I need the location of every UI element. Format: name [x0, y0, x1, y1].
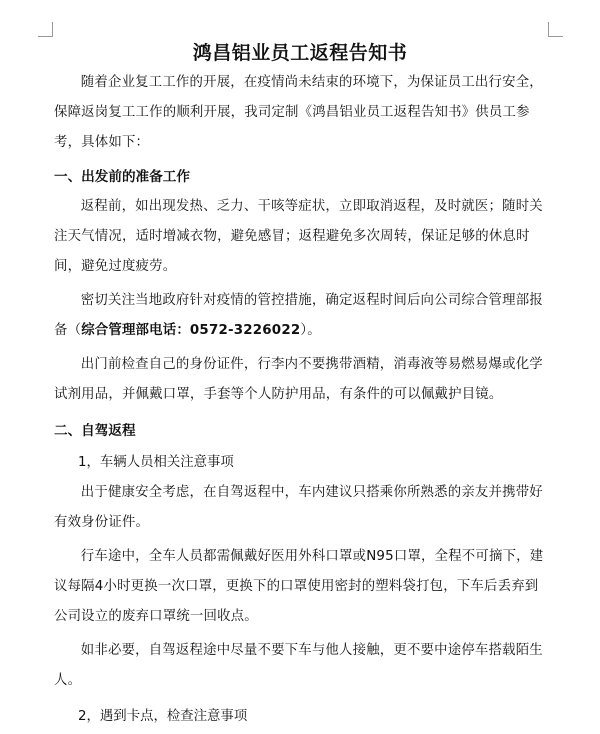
crop-mark-top-right — [548, 22, 563, 37]
intro-paragraph: 随着企业复工工作的开展，在疫情尚未结束的环境下，为保证员工出行安全，保障返岗复工工作的顺利开展，我司定制《鸿昌铝业员工返程告知书》供员工参考，具体如下： — [54, 75, 543, 150]
crop-mark-top-left — [38, 22, 53, 37]
report-text-end: ）。 — [300, 323, 321, 338]
preparation-paragraph-1: 返程前，如出现发热、乏力、干咳等症状，立即取消返程，及时就医；随时关注天气情况，适时增减衣物，避免感冒；返程避免多次周转，保证足够的休息时间，避免过度疲劳。 — [54, 199, 543, 274]
section-heading-preparation: 一、出发前的准备工作 — [54, 169, 190, 185]
section-heading-self-drive: 二、自驾返程 — [54, 423, 136, 439]
report-text: 密切关注当地政府针对疫情的管控措施，确定返程时间后向公司综合管理部报备（ — [54, 293, 543, 338]
page-title: 鸿昌铝业员工返程告知书 — [192, 42, 408, 64]
subheading-vehicle: 1，车辆人员相关注意事项 — [78, 455, 234, 470]
self-drive-paragraph-3: 如非必要，自驾返程途中尽量不要下车与他人接触，更不要中途停车搭载陌生人。 — [54, 643, 543, 688]
document-body — [54, 68, 550, 732]
self-drive-paragraph-1: 出于健康安全考虑，在自驾返程中，车内建议只搭乘你所熟悉的亲友并携带好有效身份证件。 — [54, 485, 543, 530]
subheading-checkpoint: 2，遇到卡点，检查注意事项 — [78, 709, 248, 724]
preparation-paragraph-2 — [54, 286, 550, 346]
preparation-paragraph-3: 出门前检查自己的身份证件，行李内不要携带酒精，消毒液等易燃易爆或化学试剂用品，并佩戴口罩，手套等个人防护用品，有条件的可以佩戴护目镜。 — [54, 357, 543, 402]
self-drive-paragraph-2: 行车途中，全车人员都需佩戴好医用外科口罩或N95口罩，全程不可摘下，建议每隔4小时更换一次口罩，更换下的口罩使用密封的塑料袋打包，下车后丢弃到公司设立的废弃口罩统一回收点。 — [54, 549, 544, 624]
phone-number: 综合管理部电话：0572-3226022 — [81, 323, 301, 338]
